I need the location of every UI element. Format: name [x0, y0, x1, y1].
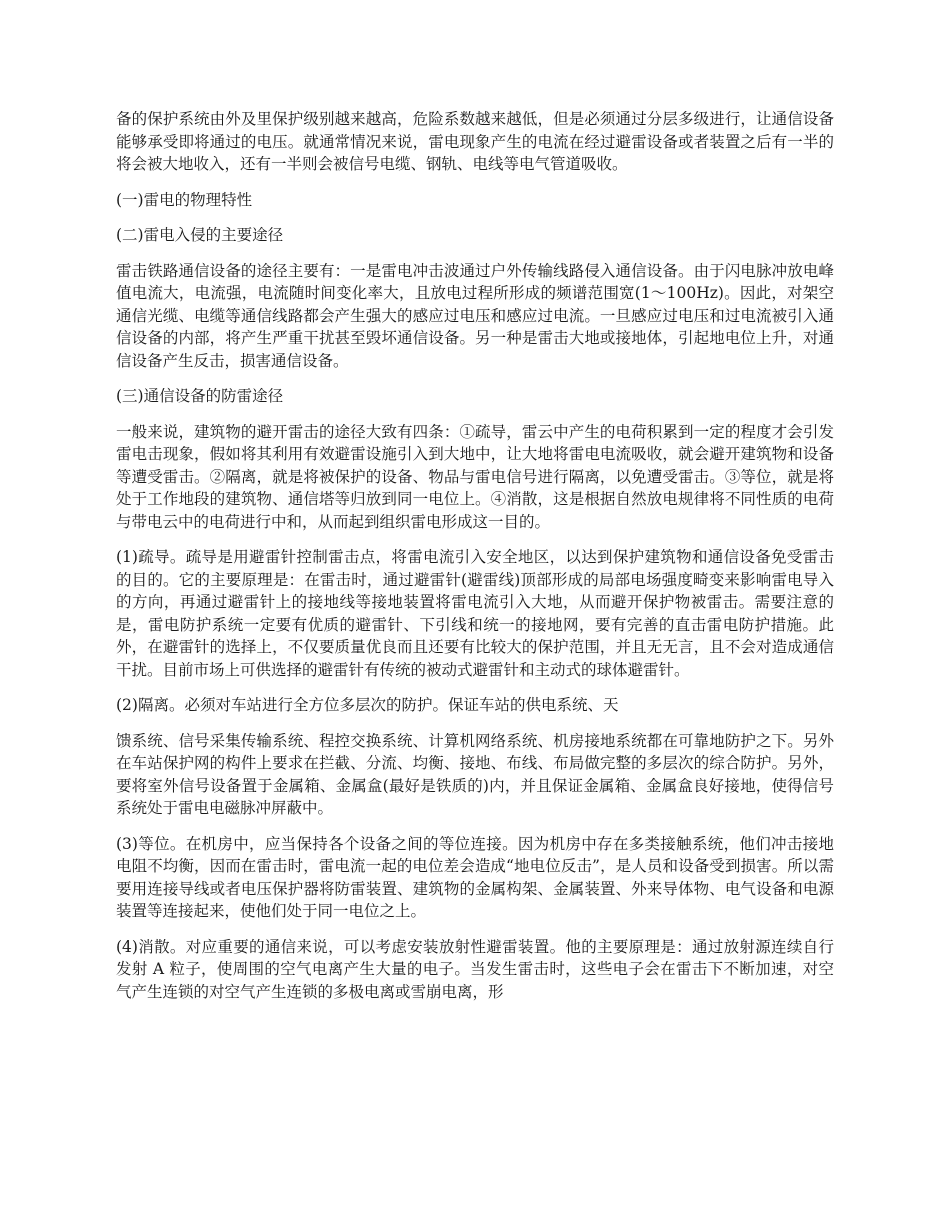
section-heading-3: (三)通信设备的防雷途径 [116, 387, 284, 405]
paragraph-four-methods: 一般来说，建筑物的避开雷击的途径大致有四条：①疏导，雷云中产生的电荷积累到一定的程度才会引发雷电击现象，假如将其利用有效避雷设施引入到大地中，让大地将雷电电流吸收，就会避开建筑物和设备等遭受雷击。②隔离，就是将被保护的设备、物品与雷电信号进行隔离，以免遭受雷击。③等位，就是将处于工作地段的建筑物、通信塔等归放到同一电位上。④消散，这是根据自然放电规律将不同性质的电荷与带电云中的电荷进行中和，从而起到组织雷电形成这一目的。 [116, 422, 834, 531]
paragraph-method-3: (3)等位。在机房中，应当保持各个设备之间的等位连接。因为机房中存在多类接触系统，他们冲击接地电阻不均衡，因而在雷击时，雷电流一起的电位差会造成“地电位反击”，是人员和设备受到损害。所以需要用连接导线或者电压保护器将防雷装置、建筑物的金属构架、金属装置、外来导体物、电气设备和电源装置等连接起来，使他们处于同一电位之上。 [116, 834, 834, 920]
paragraph-method-1: (1)疏导。疏导是用避雷针控制雷击点，将雷电流引入安全地区，以达到保护建筑物和通信设备免受雷击的目的。它的主要原理是：在雷击时，通过避雷针(避雷线)顶部形成的局部电场强度畸变来影响雷电导入的方向，再通过避雷针上的接地线等接地装置将雷电流引入大地，从而避开保护物被雷击。需要注意的是，雷电防护系统一定要有优质的避雷针、下引线和统一的接地网，要有完善的直击雷电防护措施。此外，在避雷针的选择上，不仅要质量优良而且还要有比较大的保护范围，并且无无言，且不会对造成通信干扰。目前市场上可供选择的避雷针有传统的被动式避雷针和主动式的球体避雷针。 [116, 548, 834, 679]
paragraph-intrusion-paths: 雷击铁路通信设备的途径主要有：一是雷电冲击波通过户外传输线路侵入通信设备。由于闪电脉冲放电峰值电流大，电流强，电流随时间变化率大，且放电过程所形成的频谱范围宽(1～100Hz)。因此，对架空通信光缆、电缆等通信线路都会产生强大的感应过电压和感应过电流。一旦感应过电压和过电流被引入通信设备的内部，将产生严重干扰甚至毁坏通信设备。另一种是雷击大地或接地体，引起地电位上升，对通信设备产生反击，损害通信设备。 [116, 261, 834, 370]
section-heading-2: (二)雷电入侵的主要途径 [116, 226, 284, 244]
paragraph-method-4: (4)消散。对应重要的通信来说，可以考虑安装放射性避雷装置。他的主要原理是：通过放射源连续自行发射 A 粒子，使周围的空气电离产生大量的电子。当发生雷击时，这些电子会在雷击下不断加速，对空气产生连锁的对空气产生连锁的多极电离或雪崩电离，形 [116, 937, 834, 1001]
document-body [116, 108, 834, 1016]
paragraph-intro: 备的保护系统由外及里保护级别越来越高，危险系数越来越低，但是必须通过分层多级进行，让通信设备能够承受即将通过的电压。就通常情况来说，雷电现象产生的电流在经过避雷设备或者装置之后有一半的将会被大地收入，还有一半则会被信号电缆、钢轨、电线等电气管道吸收。 [116, 110, 834, 173]
paragraph-method-2-start: (2)隔离。必须对车站进行全方位多层次的防护。保证车站的供电系统、天 [116, 696, 619, 714]
paragraph-method-2-cont: 馈系统、信号采集传输系统、程控交换系统、计算机网络系统、机房接地系统都在可靠地防护之下。另外在车站保护网的构件上要求在拦截、分流、均衡、接地、布线、布局做完整的多层次的综合防护。另外，要将室外信号设备置于金属箱、金属盒(最好是铁质的)内，并且保证金属箱、金属盒良好接地，使得信号系统处于雷电电磁脉冲屏蔽中。 [116, 731, 834, 817]
section-heading-1: (一)雷电的物理特性 [116, 190, 253, 209]
